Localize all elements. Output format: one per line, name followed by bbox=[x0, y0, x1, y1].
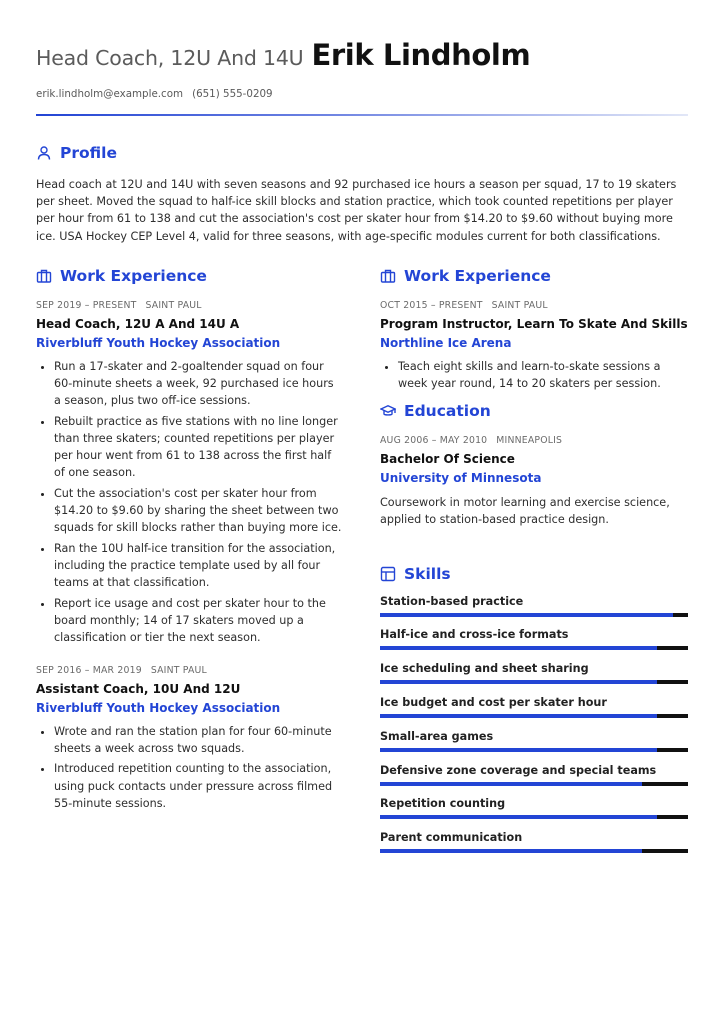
bullet-item: • Ran the 10U half-ice transition for the association, including the practice template used by all four teams at that classification. bbox=[54, 540, 344, 592]
job-title: Head Coach, 12U A And 14U A bbox=[36, 316, 240, 331]
bullet-item: • Cut the association's cost per skater hour from $14.20 to $9.60 by sharing the sheet between two squads for skill blocks rather than buying more ice. bbox=[54, 485, 344, 537]
skill-item bbox=[380, 628, 688, 662]
skill-level-fill bbox=[380, 613, 673, 617]
skill-label: Station-based practice bbox=[380, 594, 524, 608]
skill-level-fill bbox=[380, 815, 657, 819]
job-dates: SEP 2019 – PRESENT bbox=[36, 299, 137, 311]
skill-level-bar bbox=[380, 613, 688, 617]
education-entry bbox=[380, 435, 688, 528]
education-meta bbox=[380, 435, 688, 446]
skill-label: Ice budget and cost per skater hour bbox=[380, 696, 607, 710]
profile-summary: Head coach at 12U and 14U with seven seasons and 92 purchased ice hours a season per squad, 17 to 19 skaters per sheet. Moved the squad to half-ice skill blocks and station practice, which took counted repetitions per player per hour from 61 to 138 and cut the association's cost per skater hour from $14.20 to $9.60 without buying more ice. USA Hockey CEP Level 4, valid for three seasons, with age-specific modules current for both classifications. bbox=[36, 178, 677, 243]
skills-heading bbox=[380, 565, 688, 583]
right-column bbox=[380, 267, 688, 865]
job-organization: Northline Ice Arena bbox=[380, 335, 512, 350]
skill-level-fill bbox=[380, 849, 642, 853]
job-dates: SEP 2016 – MAR 2019 bbox=[36, 664, 142, 676]
job-bullets bbox=[36, 723, 344, 812]
profile-heading bbox=[36, 144, 688, 162]
job-title: Assistant Coach, 10U And 12U bbox=[36, 681, 241, 696]
skill-item bbox=[380, 595, 688, 629]
skill-level-fill bbox=[380, 646, 657, 650]
skill-item bbox=[380, 696, 688, 730]
work-experience-heading bbox=[36, 267, 344, 285]
job-entry bbox=[380, 300, 688, 392]
bullet-item: • Wrote and ran the station plan for four 60-minute sheets a week across two squads. bbox=[54, 723, 344, 757]
skill-level-fill bbox=[380, 748, 657, 752]
contact-line bbox=[36, 88, 688, 100]
job-meta bbox=[380, 300, 688, 311]
job-organization: Riverbluff Youth Hockey Association bbox=[36, 335, 281, 350]
candidate-name: Erik Lindholm bbox=[311, 38, 531, 72]
education-heading bbox=[380, 402, 688, 420]
left-column bbox=[36, 267, 344, 865]
skill-level-bar bbox=[380, 680, 688, 684]
job-bullets bbox=[36, 358, 344, 647]
skill-level-fill bbox=[380, 680, 657, 684]
education-dates: AUG 2006 – MAY 2010 bbox=[380, 435, 488, 447]
skill-item bbox=[380, 730, 688, 764]
skill-label: Defensive zone coverage and special teams bbox=[380, 763, 657, 777]
email-text: erik.lindholm@example.com bbox=[36, 88, 184, 100]
skill-level-bar bbox=[380, 646, 688, 650]
graduation-cap-icon bbox=[380, 403, 396, 419]
skill-label: Half-ice and cross-ice formats bbox=[380, 628, 569, 642]
briefcase-icon bbox=[36, 268, 52, 284]
skill-level-bar bbox=[380, 849, 688, 853]
skill-item bbox=[380, 764, 688, 798]
person-icon bbox=[36, 145, 52, 161]
resume-header bbox=[36, 38, 688, 72]
job-entry bbox=[36, 665, 344, 812]
bullet-item: • Run a 17-skater and 2-goaltender squad on four 60-minute sheets a week, 92 purchased ice hours a season, plus two off-ice sessions. bbox=[54, 358, 344, 410]
school-name: University of Minnesota bbox=[380, 471, 542, 486]
phone-text: (651) 555-0209 bbox=[192, 88, 273, 100]
skill-level-fill bbox=[380, 714, 657, 718]
education-heading-label: Education bbox=[404, 402, 491, 421]
job-location: SAINT PAUL bbox=[145, 299, 202, 311]
skill-level-bar bbox=[380, 748, 688, 752]
grid-icon bbox=[380, 566, 396, 582]
work-experience-heading bbox=[380, 267, 688, 285]
job-dates: OCT 2015 – PRESENT bbox=[380, 299, 483, 311]
work-experience-heading-label: Work Experience bbox=[404, 266, 551, 285]
skills-heading-label: Skills bbox=[404, 564, 451, 583]
job-entry bbox=[36, 300, 344, 647]
skill-level-bar bbox=[380, 714, 688, 718]
job-meta bbox=[36, 300, 344, 311]
bullet-item: • Teach eight skills and learn-to-skate sessions a week year round, 14 to 20 skaters per session. bbox=[398, 358, 688, 392]
job-location: SAINT PAUL bbox=[491, 299, 548, 311]
job-bullets bbox=[380, 358, 688, 392]
skill-label: Parent communication bbox=[380, 831, 523, 845]
header-divider bbox=[36, 114, 688, 116]
skill-level-fill bbox=[380, 782, 642, 786]
job-location: SAINT PAUL bbox=[150, 664, 207, 676]
profile-heading-label: Profile bbox=[60, 144, 117, 162]
bullet-item: • Rebuilt practice as five stations with no line longer than three skaters; counted repetitions per player per hour went from 61 to 138 across the first half of one season. bbox=[54, 413, 344, 482]
job-role-title: Head Coach, 12U And 14U bbox=[36, 46, 304, 70]
bullet-item: • Introduced repetition counting to the association, using puck contacts under pressure across filmed 55-minute sessions. bbox=[54, 760, 344, 812]
skill-level-bar bbox=[380, 815, 688, 819]
skills-list bbox=[380, 595, 688, 865]
education-location: MINNEAPOLIS bbox=[496, 435, 563, 447]
skill-label: Ice scheduling and sheet sharing bbox=[380, 662, 589, 676]
job-organization: Riverbluff Youth Hockey Association bbox=[36, 700, 281, 715]
skill-item bbox=[380, 831, 688, 865]
education-description: Coursework in motor learning and exercise science, applied to station-based practice design. bbox=[380, 496, 670, 527]
two-column-body bbox=[36, 267, 688, 865]
skill-level-bar bbox=[380, 782, 688, 786]
bullet-item: • Report ice usage and cost per skater hour to the board monthly; 14 of 17 skaters moved up a classification or tier the next season. bbox=[54, 595, 344, 647]
job-meta bbox=[36, 665, 344, 676]
job-title: Program Instructor, Learn To Skate And Skills bbox=[380, 316, 688, 331]
briefcase-icon bbox=[380, 268, 396, 284]
skill-item bbox=[380, 662, 688, 696]
degree-title: Bachelor Of Science bbox=[380, 452, 515, 467]
skill-item bbox=[380, 797, 688, 831]
skill-label: Repetition counting bbox=[380, 797, 506, 811]
skill-label: Small-area games bbox=[380, 729, 494, 743]
work-experience-heading-label: Work Experience bbox=[60, 266, 207, 285]
profile-section bbox=[36, 144, 688, 245]
